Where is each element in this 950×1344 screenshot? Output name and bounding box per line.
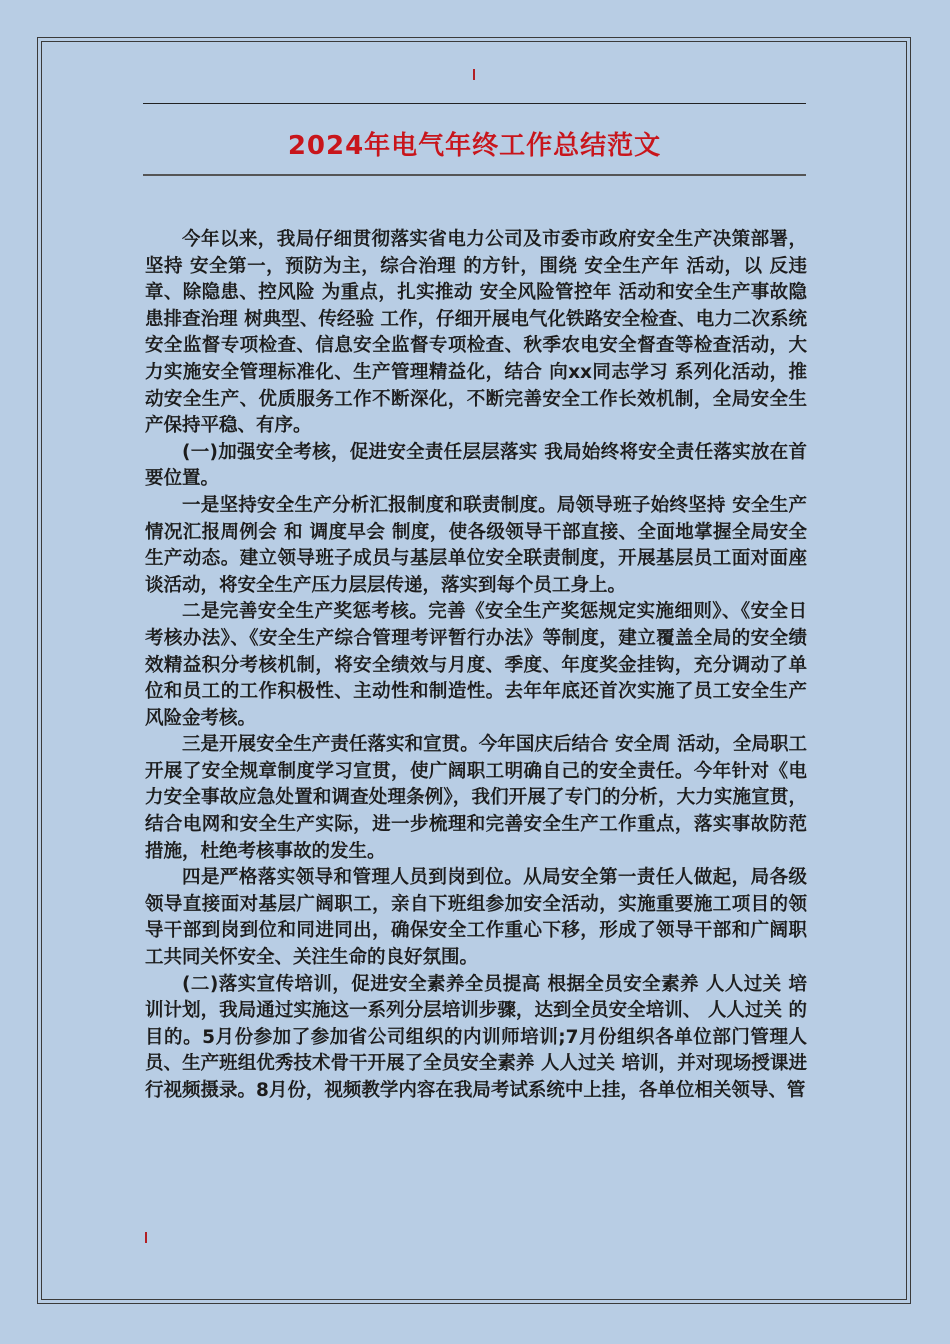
document-title: 2024年电气年终工作总结范文 xyxy=(287,131,662,161)
paragraph: 四是严格落实领导和管理人员到岗到位。从局安全第一责任人做起，局各级领导直接面对基层广阔职工，亲自下班组参加安全活动，实施重要施工项目的领导干部到岗到位和同进同出，确保安全工作重心下移，形成了领导干部和广阔职工共同关怀安全、关注生命的良好氛围。 xyxy=(145,867,807,969)
paragraph: 二是完善安全生产奖惩考核。完善《安全生产奖惩规定实施细则》、《安全日考核办法》、《安全生产综合管理考评暂行办法》等制度，建立覆盖全局的安全绩效精益积分考核机制，将安全绩效与月度、季度、年度奖金挂钩，充分调动了单位和员工的工作积极性、主动性和制造性。去年年底还首次实施了员工安全生产风险金考核。 xyxy=(145,601,807,729)
title-rule xyxy=(143,174,806,176)
paragraph: 一是坚持安全生产分析汇报制度和联责制度。局领导班子始终坚持 安全生产情况汇报周例会 和 调度早会 制度，使各级领导干部直接、全面地掌握全局安全生产动态。建立领导班子成员与基层单位安全联责制度，开展基层员工面对面座谈活动，将安全生产压力层层传递，落实到每个员工身上。 xyxy=(145,494,807,596)
document-body xyxy=(145,227,807,1105)
paragraph: 三是开展安全生产责任落实和宣贯。今年国庆后结合 安全周 活动，全局职工开展了安全规章制度学习宣贯，使广阔职工明确自己的安全责任。今年针对《电力安全事故应急处置和调查处理条例》，我们开展了专门的分析，大力实施宣贯，结合电网和安全生产实际，进一步梳理和完善安全生产工作重点，落实事故防范措施，杜绝考核事故的发生。 xyxy=(145,734,807,862)
paragraph: (二)落实宣传培训，促进安全素养全员提高 根据全员安全素养 人人过关 培训计划，我局通过实施这一系列分层培训步骤，达到全员安全培训、 人人过关 的目的。5月份参加了参加省公司组织的内训师培训;7月份组织各单位部门管理人员、生产班组优秀技术骨干开展了全员安全素养 人人过关 培训，并对现场授课进行视频摄录。8月份，视频教学内容在我局考试系统中上挂，各单位相关领导、管 xyxy=(145,973,807,1101)
header-rule xyxy=(143,103,806,104)
paragraph: 今年以来，我局仔细贯彻落实省电力公司及市委市政府安全生产决策部署，坚持 安全第一，预防为主，综合治理 的方针，围绕 安全生产年 活动，以 反违章、除隐患、控风险 为重点，扎实推动 安全风险管控年 活动和安全生产事故隐患排查治理 树典型、传经验 工作，仔细开展电气化铁路安全检查、电力二次系统安全监督专项检查、信息安全监督专项检查、秋季农电安全督查等检查活动，大力实施安全管理标准化、生产管理精益化，结合 向xx同志学习 系列化活动，推动安全生产、优质服务工作不断深化，不断完善安全工作长效机制，全局安全生产保持平稳、有序。 xyxy=(145,229,807,437)
paragraph: (一)加强安全考核，促进安全责任层层落实 我局始终将安全责任落实放在首要位置。 xyxy=(145,441,807,490)
header-mark xyxy=(473,69,475,80)
footer-mark xyxy=(145,1232,147,1243)
